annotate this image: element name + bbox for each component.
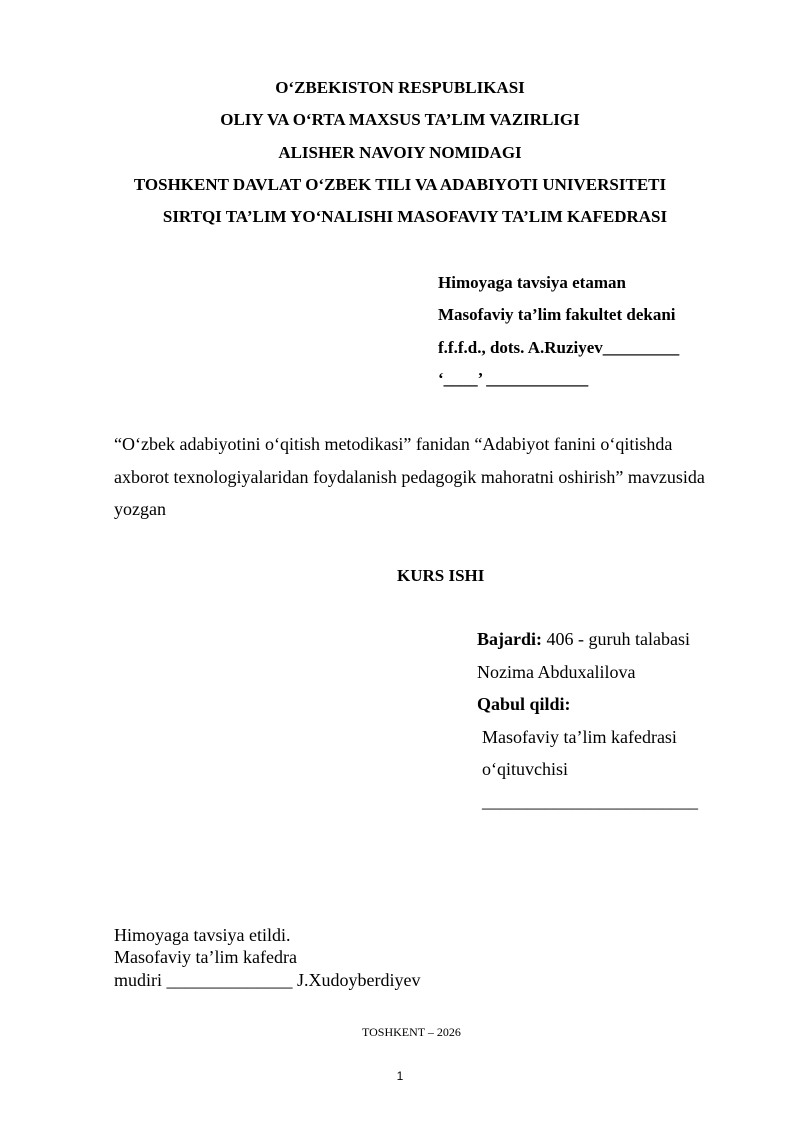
- footer-line-head: mudiri ______________ J.Xudoyberdiyev: [114, 970, 421, 990]
- header-line-university: TOSHKENT DAVLAT O‘ZBEK TILI VA ADABIYOTI UNIVERSITETI: [133, 175, 667, 194]
- header-line-department: SIRTQI TA’LIM YO‘NALISHI MASOFAVIY TA’LIM KAFEDRASI: [162, 207, 668, 226]
- topic-line-1: “O‘zbek adabiyotini o‘qitish metodikasi” fanidan “Adabiyot fanini o‘qitishda: [114, 434, 673, 454]
- approval-line-signatory: f.f.f.d., dots. A.Ruziyev_________: [438, 338, 680, 357]
- work-title: KURS ISHI: [397, 566, 485, 585]
- student-name: Nozima Abduxalilova: [477, 662, 636, 682]
- done-label: Bajardi:: [477, 629, 542, 649]
- footer-line-recommended: Himoyaga tavsiya etildi.: [114, 925, 291, 945]
- header-line-named-after: ALISHER NAVOIY NOMIDAGI: [278, 143, 522, 162]
- done-value: 406 - guruh talabasi: [542, 629, 690, 649]
- topic-line-3: yozgan: [114, 499, 166, 519]
- footer-line-dept: Masofaviy ta’lim kafedra: [114, 947, 297, 967]
- approval-line-dean: Masofaviy ta’lim fakultet dekani: [438, 305, 676, 324]
- approval-line-recommend: Himoyaga tavsiya etaman: [438, 273, 626, 292]
- accepted-label: Qabul qildi:: [477, 694, 571, 714]
- accepted-role: o‘qituvchisi: [482, 759, 568, 779]
- topic-line-2: axborot texnologiyalaridan foydalanish pedagogik mahoratni oshirish” mavzusida: [114, 467, 705, 487]
- accepted-dept: Masofaviy ta’lim kafedrasi: [482, 727, 677, 747]
- approval-line-date: ‘____’ ____________: [438, 369, 589, 388]
- accepted-signature-line: ________________________: [482, 791, 698, 811]
- city-year: TOSHKENT – 2026: [362, 1025, 461, 1039]
- header-line-ministry: OLIY VA O‘RTA MAXSUS TA’LIM VAZIRLIGI: [220, 110, 580, 129]
- header-line-country: O‘ZBEKISTON RESPUBLIKASI: [275, 78, 525, 97]
- page-number: 1: [396, 1069, 404, 1083]
- performer-line-done: [477, 628, 690, 650]
